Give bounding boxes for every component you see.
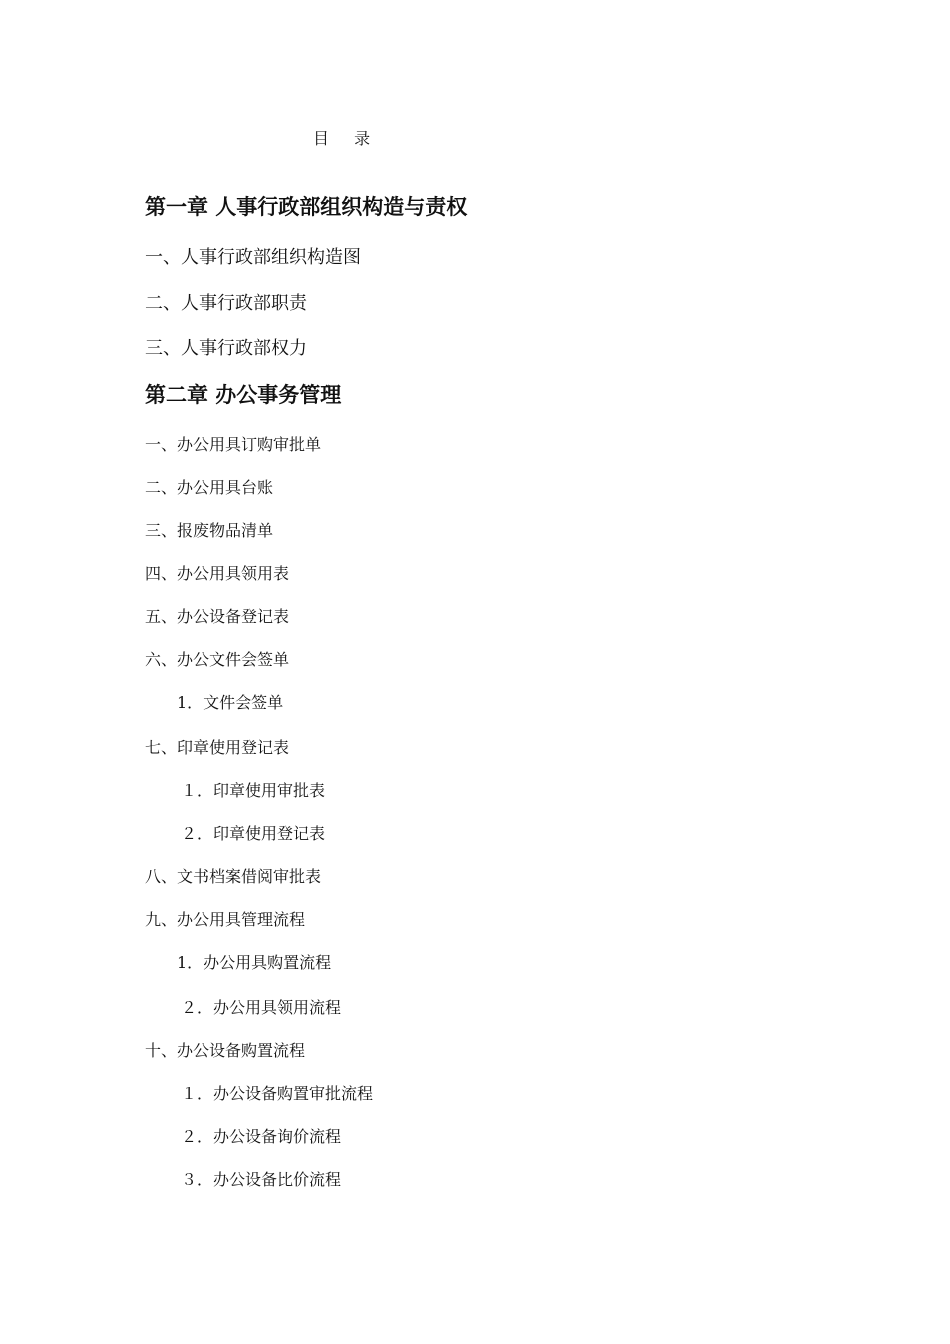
toc-item: 八、文书档案借阅审批表: [145, 867, 322, 886]
toc-subitem: 1．办公用具购置流程: [177, 953, 332, 972]
chapter-1-heading: 第一章 人事行政部组织构造与责权: [145, 195, 468, 219]
toc-item: 七、印章使用登记表: [145, 738, 290, 757]
toc-item: 四、办公用具领用表: [145, 564, 290, 583]
toc-item: 一、人事行政部组织构造图: [145, 247, 361, 268]
toc-subitem: ３．办公设备比价流程: [181, 1170, 342, 1189]
toc-item: 二、人事行政部职责: [145, 293, 307, 314]
toc-item: 五、办公设备登记表: [145, 607, 290, 626]
toc-item: 二、办公用具台账: [145, 478, 274, 497]
toc-subitem: １．办公设备购置审批流程: [181, 1084, 374, 1103]
toc-subitem: ２．办公用具领用流程: [181, 998, 342, 1017]
toc-subitem: １．印章使用审批表: [181, 781, 326, 800]
toc-subitem: ２．办公设备询价流程: [181, 1127, 342, 1146]
toc-item: 十、办公设备购置流程: [145, 1041, 306, 1060]
toc-item: 一、办公用具订购审批单: [145, 435, 322, 454]
toc-item: 九、办公用具管理流程: [145, 910, 306, 929]
toc-item: 六、办公文件会签单: [145, 650, 290, 669]
chapter-2-heading: 第二章 办公事务管理: [145, 383, 342, 407]
toc-subitem: ２．印章使用登记表: [181, 824, 326, 843]
toc-subitem: 1．文件会签单: [177, 693, 284, 712]
toc-item: 三、报废物品清单: [145, 521, 274, 540]
toc-item: 三、人事行政部权力: [145, 338, 307, 359]
toc-title: 目 录: [313, 129, 381, 148]
